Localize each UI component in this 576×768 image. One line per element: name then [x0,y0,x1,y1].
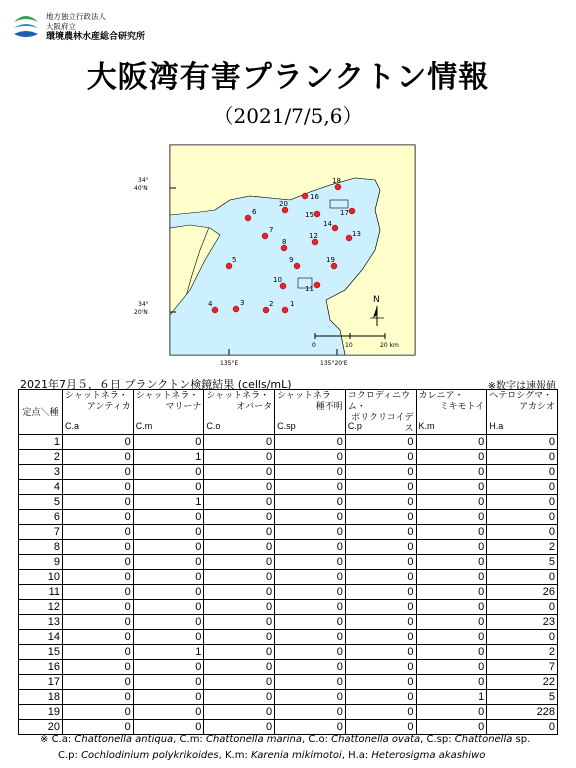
species-header-line-2: アカシオ [519,401,555,411]
cell-density: 0 [275,570,346,585]
cell-density: 7 [487,660,558,675]
cell-density: 0 [416,570,487,585]
species-header-line-1: ヘテロシグマ・ [489,390,553,400]
station-marker [302,193,308,199]
cell-density: 0 [133,675,204,690]
cell-density: 0 [204,675,275,690]
cell-density: 0 [416,435,487,450]
cell-density: 22 [487,675,558,690]
table-row [19,435,558,450]
species-footnote [40,732,530,764]
station-label: 12 [309,232,318,240]
cell-density: 0 [63,465,134,480]
table-row [19,660,558,675]
cell-density: 0 [204,510,275,525]
cell-density: 0 [275,600,346,615]
species-abbr-text: C.p: [58,750,82,761]
table-row [19,630,558,645]
station-number: 13 [19,615,63,630]
cell-density: 0 [345,540,416,555]
cell-density: 0 [204,585,275,600]
table-caption: 2021年7月５，６日 プランクトン検鏡結果 (cells/mL) [20,378,292,391]
species-header-line-2: ミキモトイ [439,401,485,411]
cell-density: 0 [345,645,416,660]
cell-density: 0 [345,570,416,585]
org-name [46,12,145,42]
cell-density: 0 [416,495,487,510]
station-marker [245,215,251,221]
cell-density: 0 [63,570,134,585]
species-abbr: C.p [347,421,362,431]
station-marker [332,225,338,231]
cell-density: 1 [133,450,204,465]
cell-density: 0 [204,720,275,735]
table-row [19,555,558,570]
cell-density: 0 [345,465,416,480]
cell-density: 0 [204,450,275,465]
footnote-line-1 [40,732,530,748]
cell-density: 0 [275,435,346,450]
cell-density: 0 [63,540,134,555]
species-header [133,390,204,435]
map-lat-label-20b: 20'N [134,309,148,316]
table-row [19,585,558,600]
table-body [19,435,558,735]
table-row [19,525,558,540]
cell-density: 0 [63,435,134,450]
station-label: 3 [240,299,245,307]
map-lon-label-13520: 135°20'E [320,360,348,367]
footnote-mark: ※ [40,734,49,745]
org-logo-icon [10,10,42,42]
cell-density: 0 [63,495,134,510]
cell-density: 0 [416,660,487,675]
cell-density: 0 [204,600,275,615]
scale-label-0: 0 [312,342,316,349]
cell-density: 0 [63,645,134,660]
cell-density: 0 [133,555,204,570]
station-number: 1 [19,435,63,450]
cell-density: 0 [275,705,346,720]
cell-density: 1 [416,690,487,705]
cell-density: 0 [345,660,416,675]
species-name: Chattonella antiqua [74,734,174,745]
species-abbr: K.m [418,421,435,431]
cell-density: 0 [345,630,416,645]
station-label: 4 [208,300,213,308]
species-header-line-1: カレニア・ [418,390,464,400]
species-abbr: H.a [489,421,504,431]
station-marker [233,306,239,312]
cell-density: 0 [275,465,346,480]
cell-density: 0 [204,540,275,555]
station-number: 14 [19,630,63,645]
table-row [19,450,558,465]
station-number: 10 [19,570,63,585]
map-lat-label-20: 34° [138,301,149,308]
station-marker [314,282,320,288]
cell-density: 0 [275,615,346,630]
station-number: 5 [19,495,63,510]
cell-density: 0 [204,495,275,510]
cell-density: 0 [487,480,558,495]
table-row [19,540,558,555]
cell-density: 0 [204,705,275,720]
species-name: Cochlodinium polykrikoides [81,750,219,761]
cell-density: 0 [133,615,204,630]
cell-density: 0 [416,675,487,690]
cell-density: 0 [345,555,416,570]
species-abbr: C.a [65,421,80,431]
station-label: 15 [305,211,314,219]
cell-density: 0 [133,630,204,645]
cell-density: 0 [275,525,346,540]
table-row [19,675,558,690]
org-line-2: 大阪府立 [46,22,76,31]
cell-density: 0 [275,495,346,510]
station-number: 4 [19,480,63,495]
species-abbr: C.m [135,421,153,431]
cell-density: 0 [416,720,487,735]
table-header-row [19,390,558,435]
station-label: 18 [332,177,341,185]
table-row [19,570,558,585]
species-header-line-1: シャットネラ・ [206,390,270,400]
station-marker [282,307,288,313]
species-header-line-2: マリーナ [165,401,202,411]
station-label: 5 [232,256,237,264]
cell-density: 0 [416,450,487,465]
survey-date: （2021/7/5,6） [213,104,363,128]
species-name: Heterosigma akashiwo [371,750,486,761]
cell-density: 0 [416,525,487,540]
map-lat-label-40: 34° [138,177,149,184]
cell-density: 0 [133,585,204,600]
table-row [19,705,558,720]
scale-label-10: 10 [345,342,353,349]
species-abbr-text: , C.o: [301,734,332,745]
cell-density: 0 [487,450,558,465]
station-number: 2 [19,450,63,465]
cell-density: 0 [416,540,487,555]
cell-density: 0 [345,510,416,525]
station-label: 20 [279,200,288,208]
map-svg [130,140,430,375]
table-row [19,495,558,510]
cell-density: 0 [416,600,487,615]
species-header [275,390,346,435]
station-number: 12 [19,600,63,615]
table-row [19,465,558,480]
cell-density: 0 [345,480,416,495]
cell-density: 0 [133,510,204,525]
cell-density: 0 [416,510,487,525]
cell-density: 0 [345,720,416,735]
cell-density: 0 [345,525,416,540]
cell-density: 0 [63,480,134,495]
cell-density: 0 [133,480,204,495]
cell-density: 228 [487,705,558,720]
preliminary-note: ※数字は速報値 [487,381,556,392]
cell-density: 0 [63,450,134,465]
cell-density: 0 [204,615,275,630]
cell-density: 0 [204,630,275,645]
cell-density: 0 [416,705,487,720]
cell-density: 0 [63,600,134,615]
cell-density: 0 [416,630,487,645]
cell-density: 0 [204,645,275,660]
station-number: 17 [19,675,63,690]
species-header-line-1: シャットネラ・ [135,390,199,400]
station-label: 7 [269,226,274,234]
cell-density: 0 [345,615,416,630]
species-abbr-text: , H.a: [341,750,372,761]
cell-density: 0 [63,630,134,645]
map-lon-label-135: 135°E [220,360,239,367]
cell-density: 0 [275,690,346,705]
cell-density: 0 [204,465,275,480]
cell-density: 0 [275,675,346,690]
species-abbr-text: , C.sp: [420,734,455,745]
cell-density: 2 [487,540,558,555]
station-number: 19 [19,705,63,720]
species-name: Chattonella marina [205,734,302,745]
page-title: 大阪湾有害プランクトン情報 [86,60,490,95]
species-abbr-text: C.a: [51,734,75,745]
cell-density: 0 [275,720,346,735]
station-label: 11 [305,285,314,293]
cell-density: 0 [63,555,134,570]
cell-density: 0 [275,630,346,645]
station-label: 10 [273,276,282,284]
cell-density: 0 [204,555,275,570]
cell-density: 0 [345,690,416,705]
scale-label-20: 20 km [380,342,399,349]
cell-density: 0 [487,525,558,540]
cell-density: 0 [204,525,275,540]
cell-density: 0 [487,465,558,480]
species-name: Karenia mikimotoi [251,750,342,761]
species-header-line-1: シャットネラ・ [65,390,128,400]
cell-density: 1 [133,645,204,660]
station-label: 17 [340,209,349,217]
cell-density: 0 [487,720,558,735]
station-number: 20 [19,720,63,735]
species-abbr-text: , C.m: [173,734,206,745]
cell-density: 1 [133,495,204,510]
station-label: 9 [289,256,294,264]
table-row [19,615,558,630]
cell-density: 0 [63,720,134,735]
cell-density: 0 [275,555,346,570]
plankton-table [18,389,558,735]
cell-density: 0 [345,495,416,510]
station-marker [212,307,218,313]
cell-density: 0 [345,705,416,720]
map-lat-label-40b: 40'N [134,185,148,192]
cell-density: 0 [63,615,134,630]
cell-density: 0 [204,660,275,675]
org-line-1: 地方独立行政法人 [46,12,106,21]
cell-density: 0 [416,480,487,495]
cell-density: 0 [275,450,346,465]
cell-density: 0 [416,615,487,630]
cell-density: 0 [63,690,134,705]
species-abbr: C.sp [277,421,296,431]
station-number: 11 [19,585,63,600]
species-header [487,390,558,435]
cell-density: 0 [133,570,204,585]
cell-density: 0 [275,660,346,675]
station-number: 18 [19,690,63,705]
station-number: 3 [19,465,63,480]
cell-density: 0 [275,540,346,555]
cell-density: 0 [133,465,204,480]
table-row [19,480,558,495]
species-abbr: C.o [206,421,221,431]
table-row [19,510,558,525]
cell-density: 0 [416,555,487,570]
cell-density: 0 [63,675,134,690]
table-row [19,645,558,660]
cell-density: 0 [204,690,275,705]
cell-density: 0 [63,510,134,525]
cell-density: 0 [133,540,204,555]
org-line-3: 環境農林水産総合研究所 [46,32,146,42]
station-label: 2 [269,300,274,308]
cell-density: 0 [416,585,487,600]
cell-density: 2 [487,645,558,660]
cell-density: 0 [63,585,134,600]
table-row [19,690,558,705]
species-header [345,390,416,435]
corner-header: 定点＼種 [19,390,63,435]
cell-density: 0 [345,675,416,690]
station-marker [314,211,320,217]
cell-density: 26 [487,585,558,600]
station-number: 7 [19,525,63,540]
station-label: 8 [282,238,287,246]
cell-density: 0 [133,705,204,720]
cell-density: 0 [275,510,346,525]
species-abbr-text: , K.m: [218,750,252,761]
station-number: 6 [19,510,63,525]
svg-text:N: N [373,295,380,305]
station-marker [262,233,268,239]
station-label: 1 [290,300,295,308]
station-number: 15 [19,645,63,660]
cell-density: 0 [63,660,134,675]
cell-density: 0 [133,690,204,705]
species-header [416,390,487,435]
station-label: 6 [252,208,257,216]
footnote-line-2 [40,748,530,764]
cell-density: 0 [204,480,275,495]
table-row [19,600,558,615]
species-header [204,390,275,435]
station-label: 19 [326,256,335,264]
species-header [63,390,134,435]
species-abbr-text: sp. [512,734,531,745]
cell-density: 0 [345,585,416,600]
cell-density: 5 [487,555,558,570]
cell-density: 0 [416,465,487,480]
cell-density: 0 [133,660,204,675]
station-label: 13 [352,230,361,238]
cell-density: 0 [487,630,558,645]
station-number: 16 [19,660,63,675]
cell-density: 0 [345,600,416,615]
cell-density: 0 [416,645,487,660]
cell-density: 0 [487,435,558,450]
species-header-line-2: アンティカ [86,401,131,411]
cell-density: 0 [204,570,275,585]
species-header-line-1: コクロディニウム・ [347,390,411,411]
cell-density: 0 [133,525,204,540]
species-header-line-2: 種不明 [315,401,343,411]
cell-density: 0 [133,435,204,450]
species-name: Chattonella ovata [331,734,421,745]
cell-density: 0 [63,705,134,720]
species-header-line-2: オバータ [236,401,273,411]
species-name: Chattonella [454,734,513,745]
station-marker [294,263,300,269]
cell-density: 0 [204,435,275,450]
cell-density: 0 [275,645,346,660]
species-header-line-2: ポリクリコイデス [351,412,414,433]
cell-density: 0 [487,570,558,585]
cell-density: 0 [345,450,416,465]
cell-density: 0 [275,480,346,495]
cell-density: 0 [345,435,416,450]
station-marker [349,208,355,214]
cell-density: 0 [133,600,204,615]
cell-density: 5 [487,690,558,705]
cell-density: 0 [63,525,134,540]
cell-density: 23 [487,615,558,630]
station-number: 9 [19,555,63,570]
station-label: 14 [323,220,332,228]
cell-density: 0 [487,495,558,510]
station-map [130,140,430,375]
cell-density: 0 [487,600,558,615]
cell-density: 0 [487,510,558,525]
station-label: 16 [310,193,319,201]
cell-density: 0 [275,585,346,600]
station-number: 8 [19,540,63,555]
species-header-line-1: シャットネラ [277,390,331,400]
org-logo [10,8,170,48]
cell-density: 0 [133,720,204,735]
